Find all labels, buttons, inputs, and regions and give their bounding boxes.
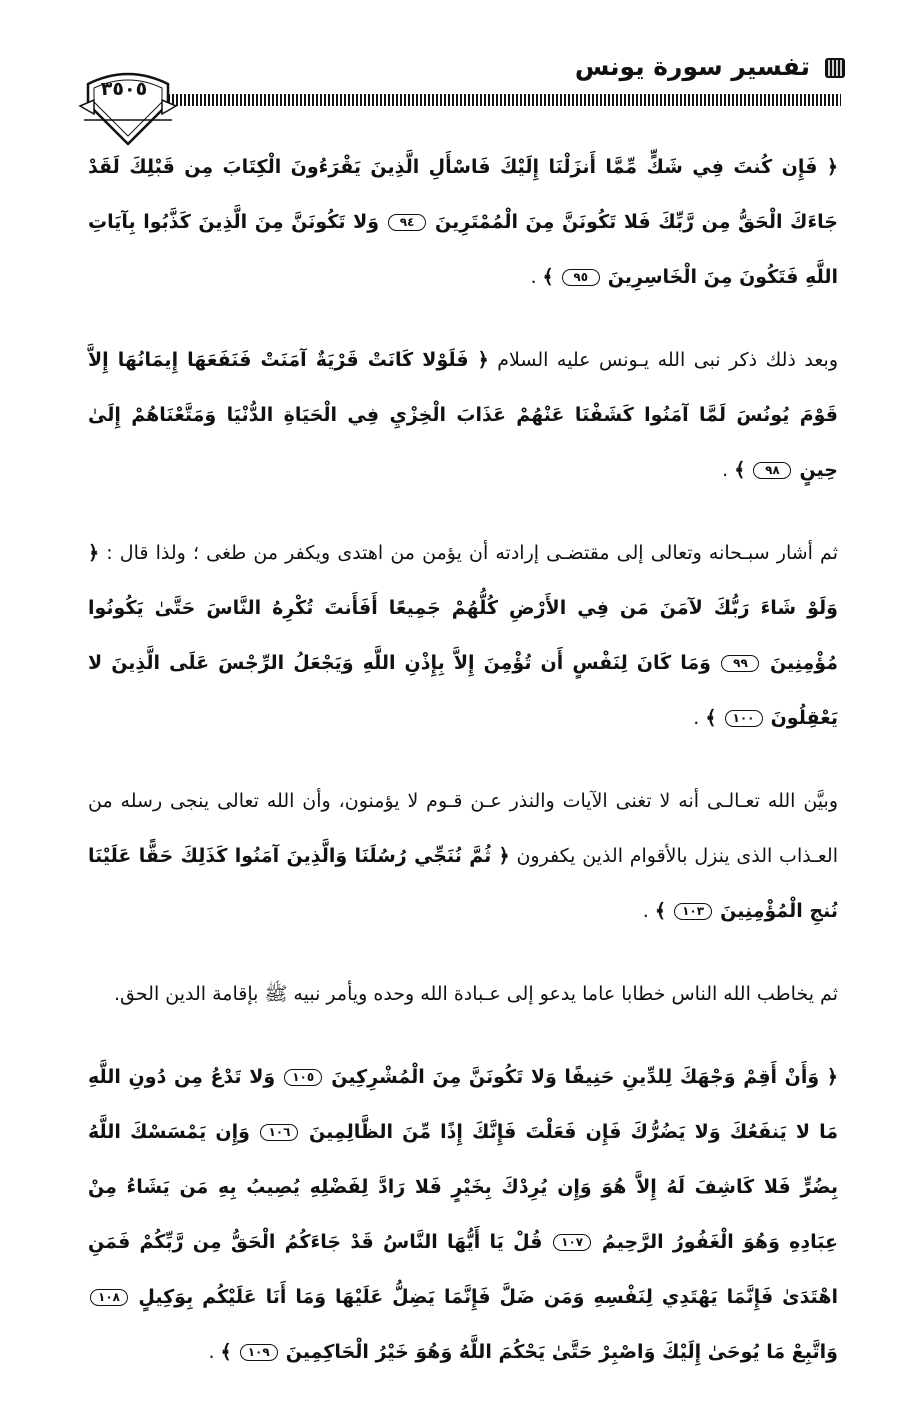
verse-number-marker: ٩٨ xyxy=(753,462,791,479)
quran-verse-text: ﴾ xyxy=(542,266,554,288)
verse-number-marker: ٩٥ xyxy=(562,269,600,286)
commentary-text: وبيَّن الله تعـالـى أنه لا تغنى الآيات والنذر عـن قـوم لا يؤمنون، وأن الله تعالى ينجى رسله من العـذاب الذى ينزل بالأقوام الذين يكفرون xyxy=(88,790,838,867)
page-number: ٣٥٠٥ xyxy=(100,78,148,100)
quran-verse-text: وَلا تَدْعُ مِن دُونِ اللَّهِ مَا لا يَنفَعُكَ وَلا يَضُرُّكَ فَإِن فَعَلْتَ فَإِنَّكَ إِذًا مِّنَ الظَّالِمِينَ xyxy=(88,1066,838,1143)
commentary-text: ثم أشار سبـحانه وتعالى إلى مقتضـى إرادته أن يؤمن من اهتدى ويكفر من طغى ؛ ولذا قال : xyxy=(106,542,838,564)
paragraph-p4 xyxy=(88,774,838,939)
verse-number-marker: ١٠٥ xyxy=(284,1069,322,1086)
verse-number-marker: ١٠٧ xyxy=(553,1234,591,1251)
commentary-text: . xyxy=(208,1341,215,1363)
quran-verse-text: وَلا تَكُونَنَّ مِنَ الَّذِينَ كَذَّبُوا بِآيَاتِ اللَّهِ فَتَكُونَ مِنَ الْخَاسِرِينَ xyxy=(88,211,838,288)
quran-verse-text: ﴾ xyxy=(705,707,717,729)
quran-verse-text: قُلْ يَا أَيُّهَا النَّاسُ قَدْ جَاءَكُمُ الْحَقُّ مِن رَّبِّكُمْ فَمَنِ اهْتَدَىٰ فَإِنَّمَا يَهْتَدِي لِنَفْسِهِ وَمَن ضَلَّ فَإِنَّمَا يَضِلُّ عَلَيْهَا وَمَا أَنَا عَلَيْكُم بِوَكِيلٍ xyxy=(88,1231,839,1308)
quran-verse-text: ﴾ xyxy=(220,1341,232,1363)
commentary-text: . xyxy=(530,266,537,288)
page-header xyxy=(0,0,916,150)
paragraph-p1 xyxy=(88,140,838,305)
verse-number-marker: ١٠٠ xyxy=(725,710,763,727)
quran-verse-text: وَاتَّبِعْ مَا يُوحَىٰ إِلَيْكَ وَاصْبِرْ حَتَّىٰ يَحْكُمَ اللَّهُ وَهُوَ خَيْرُ الْحَاكِمِينَ xyxy=(285,1341,838,1363)
commentary-text: ثم يخاطب الله الناس خطابا عاما يدعو إلى عـبادة الله وحده ويأمر نبيه ﷺ بإقامة الدين الحق. xyxy=(114,983,838,1005)
commentary-text: . xyxy=(642,900,649,922)
verse-number-marker: ١٠٩ xyxy=(240,1344,278,1361)
verse-number-marker: ٩٩ xyxy=(721,655,759,672)
verse-number-marker: ١٠٨ xyxy=(90,1289,128,1306)
surah-title: تفسير سورة يونس xyxy=(574,52,810,81)
page-body xyxy=(88,140,838,1408)
commentary-text: . xyxy=(693,707,700,729)
commentary-text: . xyxy=(722,459,729,481)
commentary-text: وبعد ذلك ذكر نبى الله يـونس عليه السلام xyxy=(497,349,838,371)
verse-number-marker: ١٠٣ xyxy=(674,903,712,920)
paragraph-p3 xyxy=(88,526,838,746)
ornament-icon xyxy=(822,55,848,81)
quran-verse-text: ﴿ وَأَنْ أَقِمْ وَجْهَكَ لِلدِّينِ حَنِيفًا وَلا تَكُونَنَّ مِنَ الْمُشْرِكِينَ xyxy=(331,1066,838,1088)
quran-verse-text: ﴿ فَإِن كُنتَ فِي شَكٍّ مِّمَّا أَنزَلْنَا إِلَيْكَ فَاسْأَلِ الَّذِينَ يَقْرَءُونَ الْكِتَابَ مِن قَبْلِكَ لَقَدْ جَاءَكَ الْحَقُّ مِن رَّبِّكَ فَلا تَكُونَنَّ مِنَ الْمُمْتَرِينَ xyxy=(88,156,839,233)
page-number-frame-icon xyxy=(78,64,178,148)
quran-verse-text: وَإِن يَمْسَسْكَ اللَّهُ بِضُرٍّ فَلا كَاشِفَ لَهُ إِلاَّ هُوَ وَإِن يُرِدْكَ بِخَيْرٍ فَلا رَادَّ لِفَضْلِهِ يُصِيبُ بِهِ مَن يَشَاءُ مِنْ عِبَادِهِ وَهُوَ الْغَفُورُ الرَّحِيمُ xyxy=(88,1121,838,1253)
header-rule xyxy=(160,94,841,106)
quran-verse-text: ﴾ xyxy=(654,900,667,922)
quran-verse-text: ﴿ وَلَوْ شَاءَ رَبُّكَ لآمَنَ مَن فِي الأَرْضِ كُلُّهُمْ جَمِيعًا أَفَأَنتَ تُكْرِهُ النَّاسَ حَتَّىٰ يَكُونُوا مُؤْمِنِينَ xyxy=(88,542,838,674)
verse-number-marker: ٩٤ xyxy=(388,214,426,231)
paragraph-p5 xyxy=(88,967,838,1022)
paragraph-p6 xyxy=(88,1050,838,1380)
quran-verse-text: ﴿ ثُمَّ نُنَجِّي رُسُلَنَا وَالَّذِينَ آمَنُوا كَذَلِكَ حَقًّا عَلَيْنَا نُنجِ الْمُؤْمِنِينَ xyxy=(88,845,838,922)
quran-verse-text: ﴿ فَلَوْلا كَانَتْ قَرْيَةٌ آمَنَتْ فَنَفَعَهَا إِيمَانُهَا إِلاَّ قَوْمَ يُونُسَ لَمَّا آمَنُوا كَشَفْنَا عَنْهُمْ عَذَابَ الْخِزْيِ فِي الْحَيَاةِ الدُّنْيَا وَمَتَّعْنَاهُمْ إِلَىٰ حِينٍ xyxy=(88,349,838,481)
quran-verse-text: ﴾ xyxy=(734,459,746,481)
verse-number-marker: ١٠٦ xyxy=(260,1124,298,1141)
paragraph-p2 xyxy=(88,333,838,498)
quran-verse-text: وَمَا كَانَ لِنَفْسٍ أَن تُؤْمِنَ إِلاَّ بِإِذْنِ اللَّهِ وَيَجْعَلُ الرِّجْسَ عَلَى الَّذِينَ لا يَعْقِلُونَ xyxy=(88,652,838,729)
